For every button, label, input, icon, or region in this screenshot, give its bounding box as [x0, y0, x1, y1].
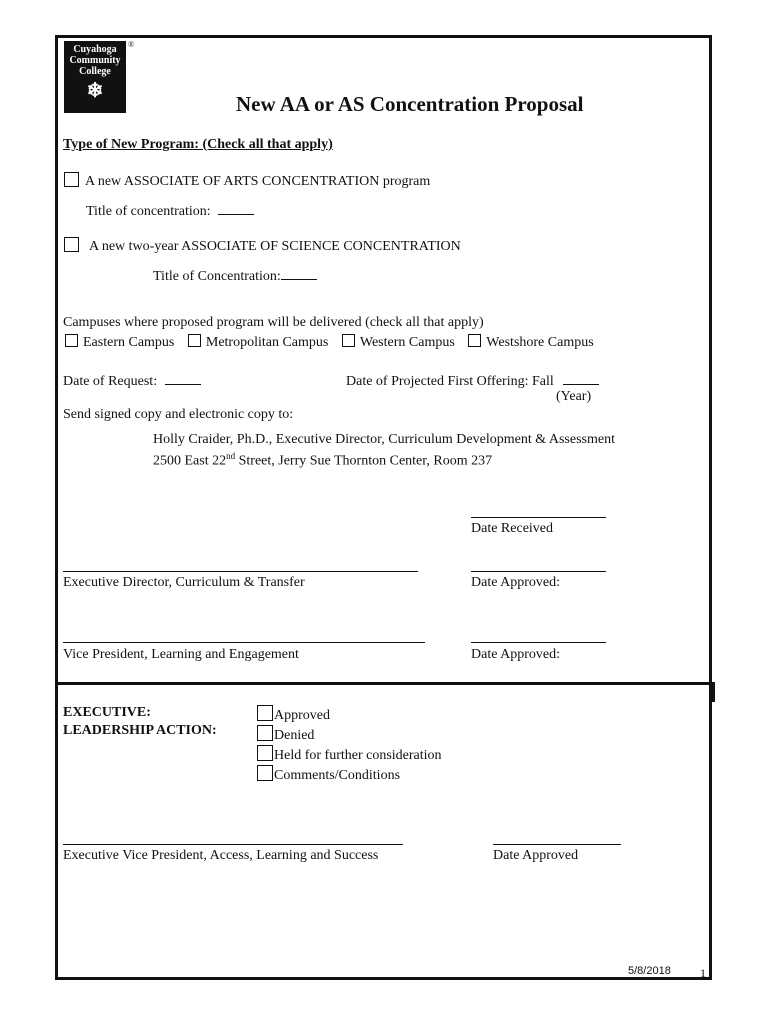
metropolitan-campus-checkbox[interactable] — [188, 334, 201, 347]
campus-option: Eastern Campus — [83, 335, 175, 350]
aa-title-row — [86, 202, 254, 220]
address-sup: nd — [226, 451, 236, 461]
footer-date: 5/8/2018 — [628, 965, 671, 977]
western-campus-checkbox[interactable] — [342, 334, 355, 347]
offering-date-label: Date of Projected First Offering: Fall — [346, 374, 554, 389]
leadership-option-held — [257, 745, 442, 765]
evp-signature-line[interactable] — [63, 844, 403, 845]
date-approved-1-line[interactable] — [471, 571, 606, 572]
as-option-label: A new two-year ASSOCIATE OF SCIENCE CONCENTRATION — [89, 239, 461, 254]
vice-president-label: Vice President, Learning and Engagement — [63, 647, 299, 662]
leadership-option-denied — [257, 725, 442, 745]
date-approved-2-line[interactable] — [471, 642, 606, 643]
offering-year-field[interactable] — [563, 372, 599, 385]
option-label: Denied — [274, 728, 315, 743]
recipient-address — [153, 451, 492, 470]
leadership-option-approved — [257, 705, 442, 725]
aa-title-field[interactable] — [218, 202, 254, 215]
as-title-row — [153, 267, 317, 285]
campus-options — [65, 334, 594, 351]
westshore-campus-checkbox[interactable] — [468, 334, 481, 347]
denied-checkbox[interactable] — [257, 725, 273, 741]
date-approved-1-label: Date Approved: — [471, 575, 561, 590]
program-type-heading: Type of New Program: (Check all that apply) — [63, 137, 333, 152]
college-logo — [64, 41, 126, 113]
campus-option: Western Campus — [359, 335, 455, 350]
campus-option: Westshore Campus — [486, 335, 594, 350]
logo-line-3: College — [79, 66, 111, 77]
request-date-field[interactable] — [165, 372, 201, 385]
option-aa-row — [64, 172, 430, 190]
as-title-field[interactable] — [281, 267, 317, 280]
offering-date-row — [346, 372, 599, 390]
request-date-label: Date of Request: — [63, 374, 158, 389]
divider-tick-left — [55, 682, 58, 702]
option-label: Comments/Conditions — [274, 768, 401, 783]
eastern-campus-checkbox[interactable] — [65, 334, 78, 347]
recipient: Holly Craider, Ph.D., Executive Director, Curriculum Development & Assessment — [153, 432, 615, 447]
aa-checkbox[interactable] — [64, 172, 79, 187]
divider-tick-right — [712, 682, 715, 702]
evp-date-label: Date Approved — [493, 848, 579, 863]
aa-title-label: Title of concentration: — [86, 204, 211, 219]
campus-option: Metropolitan Campus — [205, 335, 329, 350]
request-date-row — [63, 372, 201, 390]
as-checkbox[interactable] — [64, 237, 79, 252]
exec-director-signature-line[interactable] — [63, 571, 418, 572]
option-label: Held for further consideration — [274, 748, 442, 763]
leadership-label-2: LEADERSHIP ACTION: — [63, 723, 217, 738]
send-label: Send signed copy and electronic copy to: — [63, 407, 294, 422]
section-divider — [55, 682, 715, 685]
address-post: Street, Jerry Sue Thornton Center, Room 237 — [235, 453, 493, 469]
form-title: New AA or AS Concentration Proposal — [236, 92, 584, 116]
snowflake-icon: ❄ — [86, 80, 104, 102]
held-checkbox[interactable] — [257, 745, 273, 761]
leadership-options — [257, 705, 442, 785]
option-as-row — [64, 237, 461, 255]
leadership-option-comments — [257, 765, 442, 785]
aa-option-label: A new ASSOCIATE OF ARTS CONCENTRATION program — [85, 174, 431, 189]
approved-checkbox[interactable] — [257, 705, 273, 721]
comments-checkbox[interactable] — [257, 765, 273, 781]
exec-director-label: Executive Director, Curriculum & Transfer — [63, 575, 305, 590]
date-approved-2-label: Date Approved: — [471, 647, 561, 662]
evp-date-line[interactable] — [493, 844, 621, 845]
page-number: 1 — [700, 966, 706, 980]
date-received-label: Date Received — [471, 521, 554, 536]
vice-president-signature-line[interactable] — [63, 642, 425, 643]
year-label: (Year) — [556, 389, 592, 404]
leadership-label-1: EXECUTIVE: — [63, 705, 151, 720]
date-received-line[interactable] — [471, 517, 606, 518]
campuses-label: Campuses where proposed program will be delivered (check all that apply) — [63, 315, 484, 330]
registered-mark: ® — [128, 40, 135, 49]
logo-line-1: Cuyahoga — [73, 44, 117, 55]
address-pre: 2500 East 22 — [153, 453, 227, 469]
option-label: Approved — [274, 708, 330, 723]
as-title-label: Title of Concentration: — [153, 269, 281, 284]
logo-line-2: Community — [69, 55, 121, 66]
evp-label: Executive Vice President, Access, Learning and Success — [63, 848, 379, 863]
